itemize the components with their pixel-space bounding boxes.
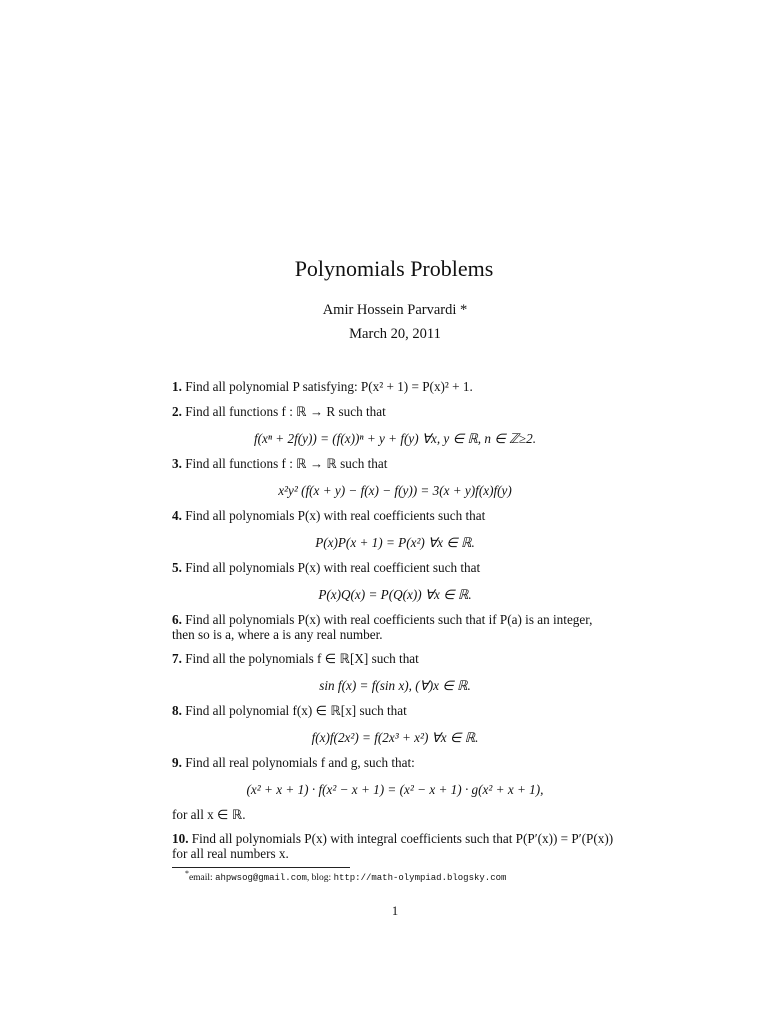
problem-10: [172, 832, 618, 861]
display-equation: sin f(x) = f(sin x), (∀)x ∈ ℝ.: [319, 678, 471, 693]
footnote-email-label: email:: [188, 873, 216, 884]
problem-text: Find all real polynomials f and g, such that:: [185, 755, 415, 770]
problem-number: 5.: [172, 560, 182, 575]
display-equation: P(x)Q(x) = P(Q(x)) ∀x ∈ ℝ.: [318, 587, 472, 602]
problem-2: [172, 405, 618, 420]
problem-1: [172, 380, 618, 395]
problem-number: 9.: [172, 755, 182, 770]
problem-number: 1.: [172, 379, 182, 394]
problem-9-continuation: for all x ∈ ℝ.: [172, 807, 246, 822]
footnote-blog-link[interactable]: http://math-olympiad.blogsky.com: [333, 873, 507, 884]
problem-3: [172, 457, 618, 472]
footnote-marker: *: [185, 869, 189, 878]
problem-text: Find all polynomial P satisfying: P(x² + 1) = P(x)² + 1.: [185, 379, 473, 394]
footnote-email[interactable]: ahpwsog@gmail.com: [215, 873, 307, 884]
problem-text: Find all functions f : ℝ → R such that: [185, 404, 386, 419]
problem-text: Find all functions f : ℝ → ℝ such that: [185, 456, 388, 471]
problem-text: Find all polynomials P(x) with real coefficients such that: [185, 508, 486, 523]
problem-text: Find all the polynomials f ∈ ℝ[X] such that: [185, 651, 419, 666]
problem-text: Find all polynomial f(x) ∈ ℝ[x] such that: [185, 703, 407, 718]
problem-text: Find all polynomials P(x) with integral coefficients such that P(P′(x)) = P′(P(x)) for all real numbers x.: [172, 831, 614, 861]
problem-number: 2.: [172, 404, 182, 419]
problem-number: 10.: [172, 831, 189, 846]
problem-number: 6.: [172, 612, 182, 627]
document-date: March 20, 2011: [349, 326, 441, 342]
display-equation: f(xⁿ + 2f(y)) = (f(x))ⁿ + y + f(y) ∀x, y ∈ ℝ, n ∈ ℤ≥2.: [253, 431, 537, 446]
footnote-rule: [172, 867, 350, 868]
author-line: Amir Hossein Parvardi *: [322, 302, 468, 318]
page-number: 1: [391, 904, 399, 918]
problem-5: [172, 561, 618, 576]
problem-7: [172, 652, 618, 667]
footnote: [185, 869, 506, 883]
document-title: Polynomials Problems: [294, 256, 494, 281]
problem-number: 8.: [172, 703, 182, 718]
problem-8: [172, 704, 618, 719]
problem-9: [172, 756, 618, 771]
display-equation: P(x)P(x + 1) = P(x²) ∀x ∈ ℝ.: [315, 535, 475, 550]
problem-6: [172, 613, 618, 642]
problem-4: [172, 509, 618, 524]
problem-text: Find all polynomials P(x) with real coefficients such that if P(a) is an integer, then so is a, where a is any real number.: [172, 612, 593, 642]
problem-number: 4.: [172, 508, 182, 523]
problem-number: 3.: [172, 456, 182, 471]
display-equation: x²y² (f(x + y) − f(x) − f(y)) = 3(x + y)f(x)f(y): [278, 483, 512, 498]
display-equation: (x² + x + 1) · f(x² − x + 1) = (x² − x + 1) · g(x² + x + 1),: [246, 782, 544, 797]
problem-number: 7.: [172, 651, 182, 666]
footnote-blog-label: , blog:: [306, 873, 334, 884]
problem-text: Find all polynomials P(x) with real coefficient such that: [185, 560, 481, 575]
display-equation: f(x)f(2x²) = f(2x³ + x²) ∀x ∈ ℝ.: [311, 730, 479, 745]
